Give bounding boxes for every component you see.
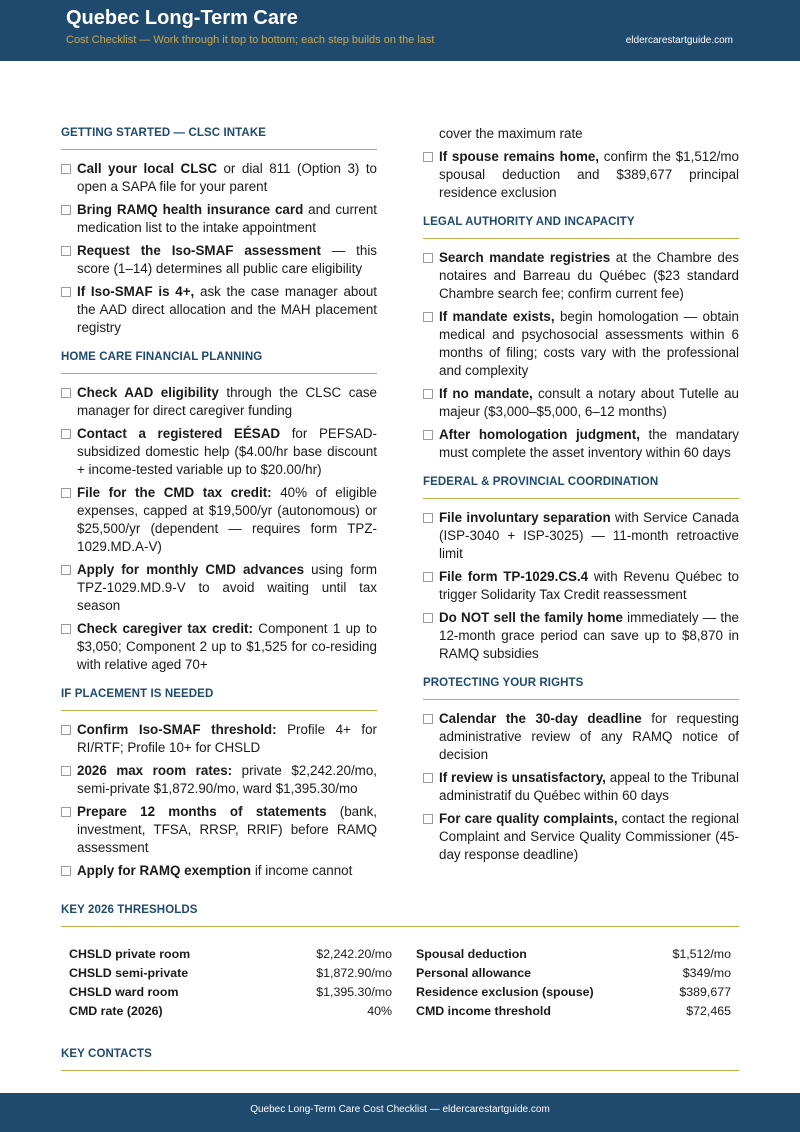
checklist — [61, 160, 377, 337]
checkbox[interactable] — [423, 814, 433, 824]
item-text: with Service Canada (ISP-3040 + ISP-3025) — 11-month retroactive limit — [439, 510, 739, 561]
item-text: the mandatary must complete the asset inventory within 60 days — [439, 427, 739, 460]
threshold-label: Residence exclusion (spouse) — [416, 985, 594, 999]
checklist-item — [423, 426, 739, 462]
checkbox[interactable] — [423, 430, 433, 440]
threshold-value: $1,512/mo — [672, 947, 731, 961]
left-column — [61, 127, 377, 894]
item-text: through the CLSC case manager for direct caregiver funding — [77, 385, 377, 418]
threshold-value: $389,677 — [679, 985, 731, 999]
checklist-item — [423, 385, 739, 421]
checkbox[interactable] — [61, 164, 71, 174]
item-bold: Request the Iso-SMAF assessment — [77, 243, 321, 258]
item-bold: Prepare 12 months of statements — [77, 804, 327, 819]
item-bold: Confirm Iso-SMAF threshold: — [77, 722, 277, 737]
checklist-item — [61, 862, 377, 880]
item-text: immediately — the 12-month grace period can save up to $8,870 in RAMQ subsidies — [439, 610, 739, 661]
threshold-label: CHSLD private room — [69, 947, 191, 961]
thresholds-right-column — [408, 945, 739, 1021]
checklist-item — [61, 160, 377, 196]
threshold-row — [69, 1002, 392, 1021]
item-text: if income cannot — [251, 863, 353, 878]
item-bold: Check AAD eligibility — [77, 385, 219, 400]
item-text: appeal to the Tribunal administratif du Québec within 60 days — [439, 770, 739, 803]
item-bold: 2026 max room rates: — [77, 763, 233, 778]
threshold-row — [416, 1002, 731, 1021]
threshold-value: $1,872.90/mo — [316, 966, 392, 980]
section-heading: IF PLACEMENT IS NEEDED — [61, 688, 377, 711]
item-text: contact the regional Complaint and Service Quality Commissioner (45-day response deadline) — [439, 811, 739, 862]
checklist-item — [61, 484, 377, 556]
checklist-item — [423, 769, 739, 805]
checklist — [423, 249, 739, 462]
item-bold: Check caregiver tax credit: — [77, 621, 253, 636]
threshold-label: CHSLD semi-private — [69, 966, 189, 980]
checkbox[interactable] — [61, 766, 71, 776]
checklist-item — [61, 283, 377, 337]
site-link[interactable]: eldercarestartguide.com — [625, 35, 733, 46]
item-bold: For care quality complaints, — [439, 811, 618, 826]
page-footer: Quebec Long-Term Care Cost Checklist — eldercarestartguide.com — [0, 1093, 800, 1132]
checkbox[interactable] — [423, 152, 433, 162]
item-text: at the Chambre des notaires and Barreau du Québec ($23 standard Chambre search fee; confirm current fee) — [439, 250, 739, 301]
checkbox[interactable] — [423, 773, 433, 783]
item-bold: If spouse remains home, — [439, 149, 600, 164]
item-text: begin homologation — obtain medical and psychosocial assessments within 6 months of filing; costs vary with the professional and complexity — [439, 309, 739, 378]
checkbox[interactable] — [61, 807, 71, 817]
threshold-label: CMD rate (2026) — [69, 1004, 163, 1018]
checklist-item — [423, 710, 739, 764]
item-text: consult a notary about Tutelle au majeur ($3,000–$5,000, 6–12 months) — [439, 386, 739, 419]
section-federal — [423, 476, 739, 663]
threshold-label: Personal allowance — [416, 966, 532, 980]
item-bold: Apply for RAMQ exemption — [77, 863, 252, 878]
item-text: confirm the $1,512/mo spousal deduction and $389,677 principal residence exclusion — [439, 149, 739, 200]
item-text: (bank, investment, TFSA, RRSP, RRIF) before RAMQ assessment — [77, 804, 377, 855]
checklist — [61, 721, 377, 880]
threshold-value: $1,395.30/mo — [316, 985, 392, 999]
threshold-row — [416, 964, 731, 983]
section-heading: HOME CARE FINANCIAL PLANNING — [61, 351, 377, 374]
checkbox[interactable] — [423, 253, 433, 263]
item-text: for requesting administrative review of any RAMQ notice of decision — [439, 711, 739, 762]
checklist-item — [61, 803, 377, 857]
item-text: — this score (1–14) determines all public care eligibility — [77, 243, 378, 276]
item-bold: If review is unsatisfactory, — [439, 770, 606, 785]
page-header — [0, 0, 800, 61]
section-heading: FEDERAL & PROVINCIAL COORDINATION — [423, 476, 739, 499]
threshold-row — [69, 983, 392, 1002]
checkbox[interactable] — [61, 866, 71, 876]
item-text: using form TPZ-1029.MD.9-V to avoid waiting until tax season — [77, 562, 378, 613]
item-bold: File for the CMD tax credit: — [77, 485, 272, 500]
item-bold: Bring RAMQ health insurance card — [77, 202, 304, 217]
checklist-item — [61, 561, 377, 615]
checklist-item — [423, 509, 739, 563]
section-heading: KEY CONTACTS — [61, 1048, 739, 1071]
item-bold: Apply for monthly CMD advances — [77, 562, 305, 577]
checklist-item — [61, 620, 377, 674]
item-bold: Calendar the 30-day deadline — [439, 711, 642, 726]
thresholds-left-column — [61, 945, 392, 1021]
item-text: and current medication list to the intake appointment — [77, 202, 377, 235]
threshold-row — [416, 945, 731, 964]
section-placement — [61, 688, 377, 880]
section-heading: GETTING STARTED — CLSC INTAKE — [61, 127, 377, 150]
threshold-label: Spousal deduction — [416, 947, 527, 961]
section-legal — [423, 216, 739, 462]
checkbox[interactable] — [61, 246, 71, 256]
checklist-item — [61, 384, 377, 420]
checkbox[interactable] — [61, 429, 71, 439]
right-column — [423, 125, 739, 878]
item-text: ask the case manager about the AAD direct allocation and the MAH placement registry — [77, 284, 377, 335]
threshold-value: 40% — [367, 1004, 392, 1018]
checklist-item — [423, 568, 739, 604]
checklist-item — [423, 148, 739, 202]
item-bold: Call your local CLSC — [77, 161, 217, 176]
item-bold: If no mandate, — [439, 386, 533, 401]
checklist-item — [423, 249, 739, 303]
item-bold: After homologation judgment, — [439, 427, 640, 442]
section-rights — [423, 677, 739, 864]
page-title: Quebec Long-Term Care — [66, 7, 298, 29]
item-bold: If Iso-SMAF is 4+, — [77, 284, 195, 299]
checklist-item — [61, 242, 377, 278]
checkbox[interactable] — [423, 613, 433, 623]
checkbox[interactable] — [61, 287, 71, 297]
item-text: Component 1 up to $3,050; Component 2 up to $1,525 for co-residing with relative aged 70+ — [77, 621, 377, 672]
item-bold: Contact a registered EÉSAD — [77, 426, 281, 441]
checkbox[interactable] — [61, 624, 71, 634]
threshold-label: CHSLD ward room — [69, 985, 179, 999]
checklist — [423, 710, 739, 864]
item-bold: If mandate exists, — [439, 309, 555, 324]
checkbox[interactable] — [423, 312, 433, 322]
section-clsc-intake — [61, 127, 377, 337]
checkbox[interactable] — [423, 389, 433, 399]
checkbox[interactable] — [61, 725, 71, 735]
checkbox[interactable] — [423, 714, 433, 724]
checklist-item — [61, 721, 377, 757]
key-contacts — [61, 1048, 739, 1071]
item-bold: Do NOT sell the family home — [439, 610, 623, 625]
checklist — [423, 509, 739, 663]
section-heading: KEY 2026 THRESHOLDS — [61, 904, 739, 927]
item-text: 40% of eligible expenses, capped at $19,500/yr (autonomous) or $25,500/yr (dependent — requires form TPZ-1029.MD.A-V) — [77, 485, 377, 554]
thresholds-table — [61, 945, 739, 1021]
checklist-item — [61, 762, 377, 798]
item-bold: File involuntary separation — [439, 510, 611, 525]
threshold-row — [416, 983, 731, 1002]
item-text: for PEFSAD-subsidized domestic help ($4.00/hr base discount + income-tested variable up to $20.00/hr) — [77, 426, 377, 477]
item-bold: Search mandate registries — [439, 250, 611, 265]
checklist — [61, 384, 377, 674]
checkbox[interactable] — [423, 572, 433, 582]
checkbox[interactable] — [423, 513, 433, 523]
page-subtitle: Cost Checklist — Work through it top to bottom; each step builds on the last — [66, 34, 435, 46]
checklist-item — [61, 201, 377, 237]
section-heading: PROTECTING YOUR RIGHTS — [423, 677, 739, 700]
threshold-row — [69, 945, 392, 964]
threshold-label: CMD income threshold — [416, 1004, 551, 1018]
item-text: with Revenu Québec to trigger Solidarity Tax Credit reassessment — [439, 569, 739, 602]
item-text: private $2,242.20/mo, semi-private $1,872.90/mo, ward $1,395.30/mo — [77, 763, 378, 796]
checklist-item — [423, 609, 739, 663]
key-thresholds — [61, 904, 739, 1021]
checkbox[interactable] — [61, 565, 71, 575]
threshold-value: $72,465 — [686, 1004, 731, 1018]
checklist-item — [423, 810, 739, 864]
checkbox[interactable] — [61, 388, 71, 398]
section-heading: LEGAL AUTHORITY AND INCAPACITY — [423, 216, 739, 239]
checklist-item — [61, 425, 377, 479]
checkbox[interactable] — [61, 488, 71, 498]
section-home-care — [61, 351, 377, 674]
checklist-item — [423, 308, 739, 380]
threshold-value: $349/mo — [682, 966, 731, 980]
checkbox[interactable] — [61, 205, 71, 215]
item-bold: File form TP-1029.CS.4 — [439, 569, 589, 584]
threshold-row — [69, 964, 392, 983]
item-continuation: cover the maximum rate — [439, 126, 583, 141]
checklist — [423, 148, 739, 202]
section-placement-continued — [423, 125, 739, 202]
item-text: Profile 4+ for RI/RTF; Profile 10+ for CHSLD — [77, 722, 377, 755]
threshold-value: $2,242.20/mo — [316, 947, 392, 961]
item-text: or dial 811 (Option 3) to open a SAPA file for your parent — [77, 161, 377, 194]
